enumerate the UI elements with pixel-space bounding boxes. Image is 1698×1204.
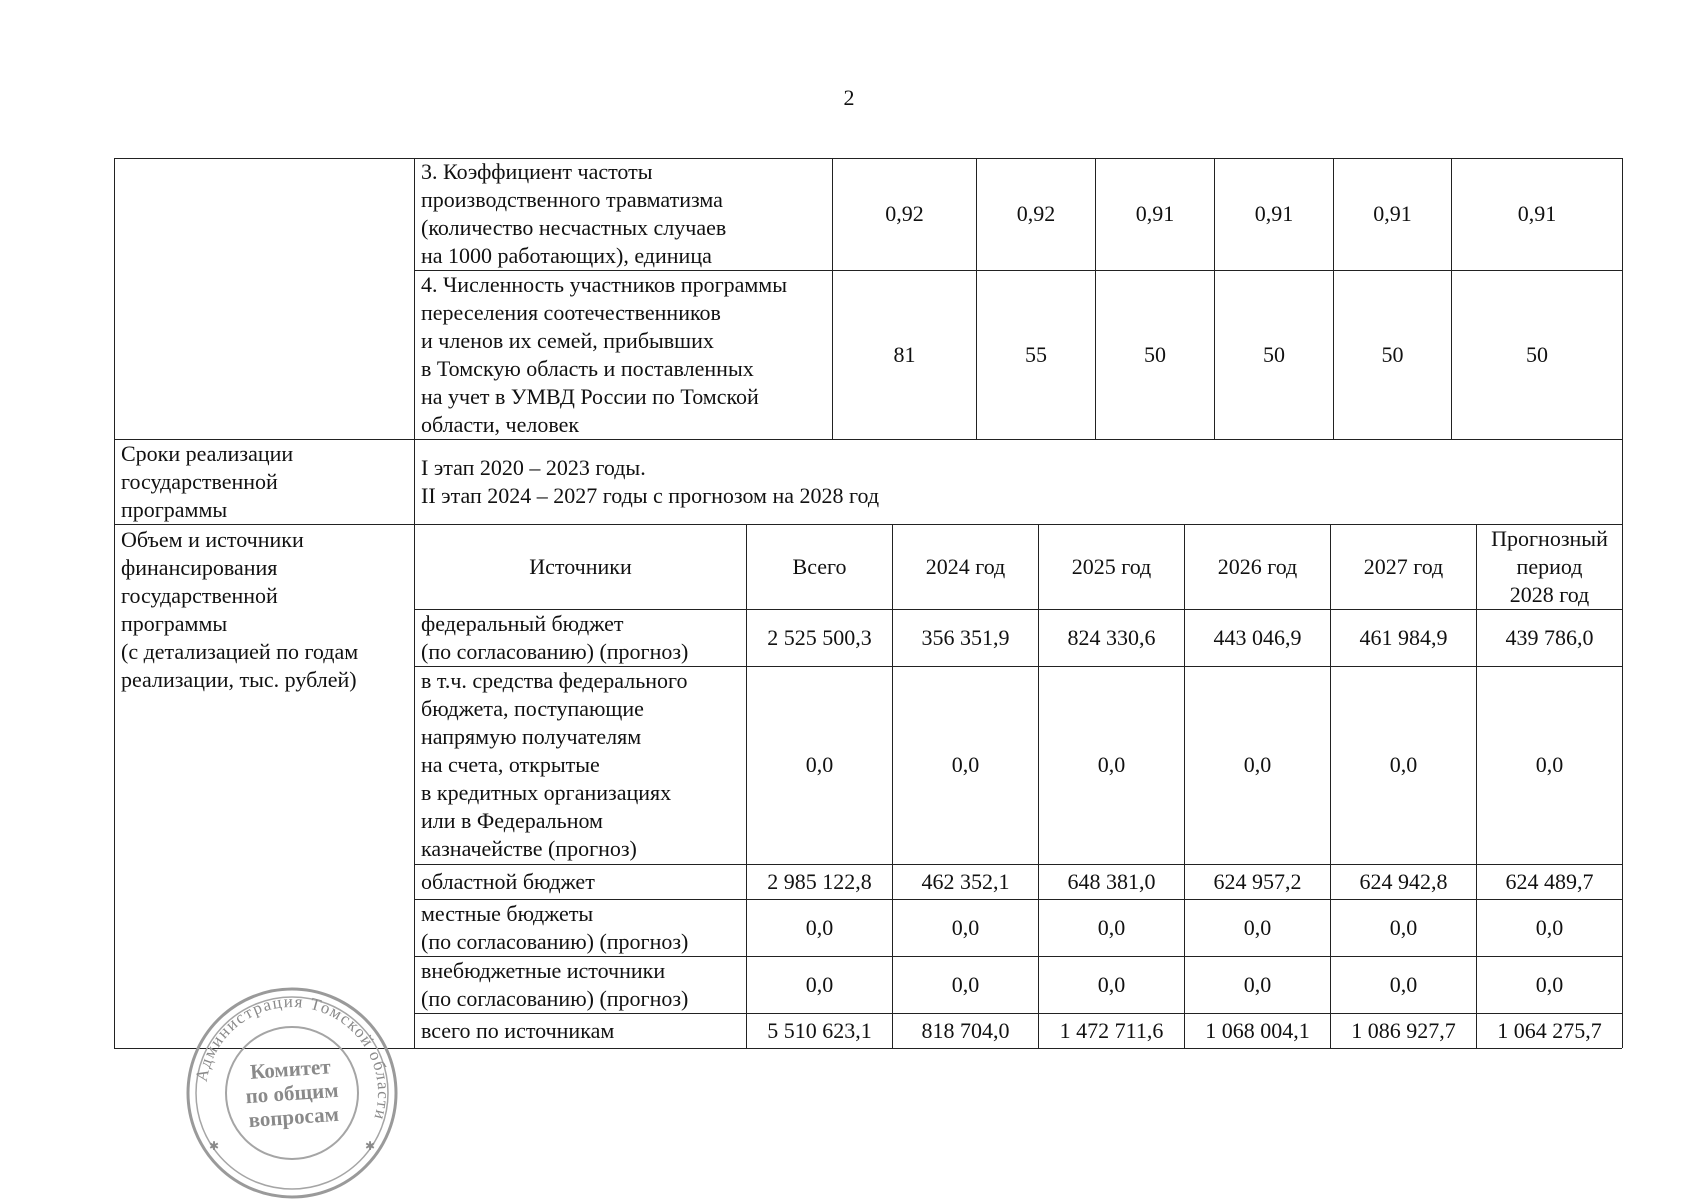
financing-source bbox=[414, 609, 746, 666]
financing-source-text: федеральный бюджет (по согласованию) (прогноз) bbox=[421, 610, 689, 664]
financing-value bbox=[1476, 956, 1622, 1013]
financing-value bbox=[1038, 956, 1184, 1013]
financing-source bbox=[414, 956, 746, 1013]
financing-value-text: 0,0 bbox=[951, 971, 980, 997]
financing-value-text: 2 985 122,8 bbox=[767, 868, 872, 894]
financing-value bbox=[892, 666, 1038, 864]
financing-header bbox=[414, 524, 746, 609]
financing-header bbox=[892, 524, 1038, 609]
indicator-value bbox=[976, 270, 1095, 439]
financing-value-text: 0,0 bbox=[805, 914, 834, 940]
indicator-value-text: 0,92 bbox=[1016, 201, 1056, 226]
financing-value-text: 0,0 bbox=[1097, 752, 1126, 777]
financing-header-text: Всего bbox=[792, 553, 847, 579]
indicator-value bbox=[832, 270, 976, 439]
indicator-value bbox=[1095, 270, 1214, 439]
financing-header bbox=[1330, 524, 1476, 609]
financing-value-text: 624 489,7 bbox=[1505, 868, 1594, 894]
financing-value bbox=[746, 609, 892, 666]
financing-value-text: 818 704,0 bbox=[921, 1017, 1010, 1043]
financing-value-text: 1 086 927,7 bbox=[1351, 1017, 1456, 1043]
financing-value bbox=[746, 1013, 892, 1048]
seal-center-line-2: по общим bbox=[244, 1077, 340, 1109]
indicator-value bbox=[976, 158, 1095, 270]
financing-header-text: Источники bbox=[529, 553, 632, 579]
official-seal bbox=[181, 982, 403, 1204]
financing-value-text: 0,0 bbox=[1243, 971, 1272, 997]
financing-header-text: Прогнозный период 2028 год bbox=[1491, 525, 1608, 607]
financing-value bbox=[1476, 666, 1622, 864]
financing-value-text: 0,0 bbox=[1535, 752, 1564, 777]
financing-value-text: 0,0 bbox=[951, 752, 980, 777]
indicator-label bbox=[414, 158, 832, 270]
seal-ring-text: Администрация Томской области bbox=[191, 991, 394, 1124]
terms-value bbox=[414, 439, 1622, 524]
indicator-value-text: 55 bbox=[1025, 341, 1047, 367]
financing-value-text: 0,0 bbox=[1535, 971, 1564, 997]
financing-value bbox=[746, 956, 892, 1013]
financing-header bbox=[1038, 524, 1184, 609]
financing-value-text: 439 786,0 bbox=[1505, 624, 1594, 650]
financing-value bbox=[1038, 899, 1184, 956]
indicator-label-text: 3. Коэффициент частоты производственного травматизма (количество несчастных случаев на 1000 работающих), единица bbox=[421, 159, 727, 268]
financing-value bbox=[892, 864, 1038, 899]
financing-value bbox=[1476, 864, 1622, 899]
financing-header-text: 2027 год bbox=[1363, 553, 1444, 579]
seal-star-left: ✱ bbox=[209, 1139, 220, 1153]
financing-value-text: 0,0 bbox=[1243, 752, 1272, 777]
indicator-label-text: 4. Численность участников программы переселения соотечественников и членов их семей, прибывших в Томскую область и поставленных на учет в УМВД России по Томской области, человек bbox=[421, 271, 787, 437]
page-number: 2 bbox=[843, 85, 855, 110]
financing-value-text: 0,0 bbox=[805, 971, 834, 997]
financing-value-text: 0,0 bbox=[1535, 914, 1564, 940]
financing-source-text: в т.ч. средства федерального бюджета, поступающие напрямую получателям на счета, открытые в кредитных организациях или в Федеральном казначействе (прогноз) bbox=[421, 668, 688, 861]
financing-label bbox=[114, 524, 414, 1048]
financing-header-text: 2026 год bbox=[1217, 553, 1298, 579]
indicator-value bbox=[1214, 158, 1333, 270]
financing-value-text: 1 472 711,6 bbox=[1059, 1017, 1164, 1043]
indicator-value bbox=[1451, 158, 1622, 270]
financing-value-text: 1 064 275,7 bbox=[1497, 1017, 1602, 1043]
financing-value bbox=[1330, 864, 1476, 899]
financing-value-text: 0,0 bbox=[1097, 971, 1126, 997]
financing-value bbox=[1330, 956, 1476, 1013]
financing-value-text: 5 510 623,1 bbox=[767, 1017, 872, 1043]
financing-source bbox=[414, 1013, 746, 1048]
indicator-value bbox=[1214, 270, 1333, 439]
indicator-value bbox=[1333, 158, 1451, 270]
financing-value bbox=[1330, 609, 1476, 666]
financing-value bbox=[746, 666, 892, 864]
financing-value-text: 0,0 bbox=[1243, 914, 1272, 940]
financing-value bbox=[1184, 864, 1330, 899]
financing-value-text: 443 046,9 bbox=[1213, 624, 1302, 650]
financing-value-text: 0,0 bbox=[1097, 914, 1126, 940]
indicator-value-text: 50 bbox=[1263, 341, 1285, 367]
indicator-value bbox=[1451, 270, 1622, 439]
financing-header-text: 2024 год bbox=[925, 553, 1006, 579]
financing-value-text: 2 525 500,3 bbox=[767, 624, 872, 650]
financing-source bbox=[414, 666, 746, 864]
financing-value bbox=[1184, 609, 1330, 666]
indicator-value bbox=[1095, 158, 1214, 270]
indicator-value-text: 0,91 bbox=[1517, 201, 1557, 226]
financing-value-text: 461 984,9 bbox=[1359, 624, 1448, 650]
financing-value bbox=[1038, 1013, 1184, 1048]
financing-header bbox=[1476, 524, 1622, 609]
financing-value bbox=[1038, 609, 1184, 666]
indicator-value-text: 50 bbox=[1526, 341, 1548, 367]
financing-value-text: 0,0 bbox=[805, 752, 834, 777]
financing-value-text: 462 352,1 bbox=[921, 868, 1010, 894]
indicator-value-text: 50 bbox=[1381, 341, 1404, 367]
indicator-value-text: 0,91 bbox=[1373, 201, 1412, 226]
financing-value bbox=[746, 899, 892, 956]
seal-center-line-1: Комитет bbox=[249, 1054, 332, 1084]
indicator-label bbox=[414, 270, 832, 439]
financing-value bbox=[892, 1013, 1038, 1048]
financing-value-text: 0,0 bbox=[1389, 752, 1418, 777]
financing-value bbox=[1330, 666, 1476, 864]
terms-label-text: Сроки реализации государственной программы bbox=[121, 440, 294, 522]
financing-value bbox=[1184, 956, 1330, 1013]
financing-value-text: 648 381,0 bbox=[1067, 868, 1156, 894]
financing-value-text: 0,0 bbox=[1389, 971, 1418, 997]
financing-value bbox=[1476, 1013, 1622, 1048]
financing-source-text: областной бюджет bbox=[421, 868, 595, 894]
financing-header bbox=[1184, 524, 1330, 609]
indicator-value-text: 81 bbox=[893, 341, 916, 367]
financing-value bbox=[1184, 1013, 1330, 1048]
financing-value bbox=[892, 609, 1038, 666]
financing-value bbox=[1038, 864, 1184, 899]
financing-value bbox=[1476, 609, 1622, 666]
table-border-right bbox=[1622, 158, 1623, 1048]
indicator-value bbox=[832, 158, 976, 270]
financing-header-text: 2025 год bbox=[1071, 553, 1152, 579]
financing-value bbox=[1038, 666, 1184, 864]
financing-source bbox=[414, 864, 746, 899]
financing-value bbox=[892, 956, 1038, 1013]
terms-label bbox=[114, 439, 414, 524]
financing-value bbox=[1330, 899, 1476, 956]
indicator-value-text: 0,91 bbox=[1135, 201, 1175, 226]
financing-source-text: местные бюджеты (по согласованию) (прогноз) bbox=[421, 900, 689, 954]
seal-star-right: ✱ bbox=[365, 1139, 376, 1153]
indicator-value-text: 0,92 bbox=[885, 201, 924, 226]
financing-value-text: 824 330,6 bbox=[1067, 624, 1156, 650]
financing-value-text: 0,0 bbox=[951, 914, 980, 940]
financing-value bbox=[1184, 899, 1330, 956]
indicator-value-text: 0,91 bbox=[1254, 201, 1294, 226]
financing-value-text: 1 068 004,1 bbox=[1205, 1017, 1310, 1043]
financing-source bbox=[414, 899, 746, 956]
indicator-value bbox=[1333, 270, 1451, 439]
financing-value bbox=[1476, 899, 1622, 956]
financing-value bbox=[746, 864, 892, 899]
financing-source-text: внебюджетные источники (по согласованию) (прогноз) bbox=[421, 957, 689, 1011]
financing-value bbox=[892, 899, 1038, 956]
financing-header bbox=[746, 524, 892, 609]
financing-value-text: 624 957,2 bbox=[1213, 868, 1302, 894]
financing-source-text: всего по источникам bbox=[421, 1017, 615, 1043]
financing-value-text: 0,0 bbox=[1389, 914, 1418, 940]
terms-value-text: I этап 2020 – 2023 годы. II этап 2024 – 2027 годы с прогнозом на 2028 год bbox=[421, 454, 880, 508]
indicator-value-text: 50 bbox=[1144, 341, 1166, 367]
financing-value-text: 356 351,9 bbox=[921, 624, 1010, 650]
financing-label-text: Объем и источники финансирования государственной программы (с детализацией по годам реализации, тыс. рублей) bbox=[121, 527, 359, 692]
financing-value bbox=[1184, 666, 1330, 864]
seal-center-line-3: вопросам bbox=[247, 1101, 340, 1133]
financing-value bbox=[1330, 1013, 1476, 1048]
financing-value-text: 624 942,8 bbox=[1359, 868, 1448, 894]
